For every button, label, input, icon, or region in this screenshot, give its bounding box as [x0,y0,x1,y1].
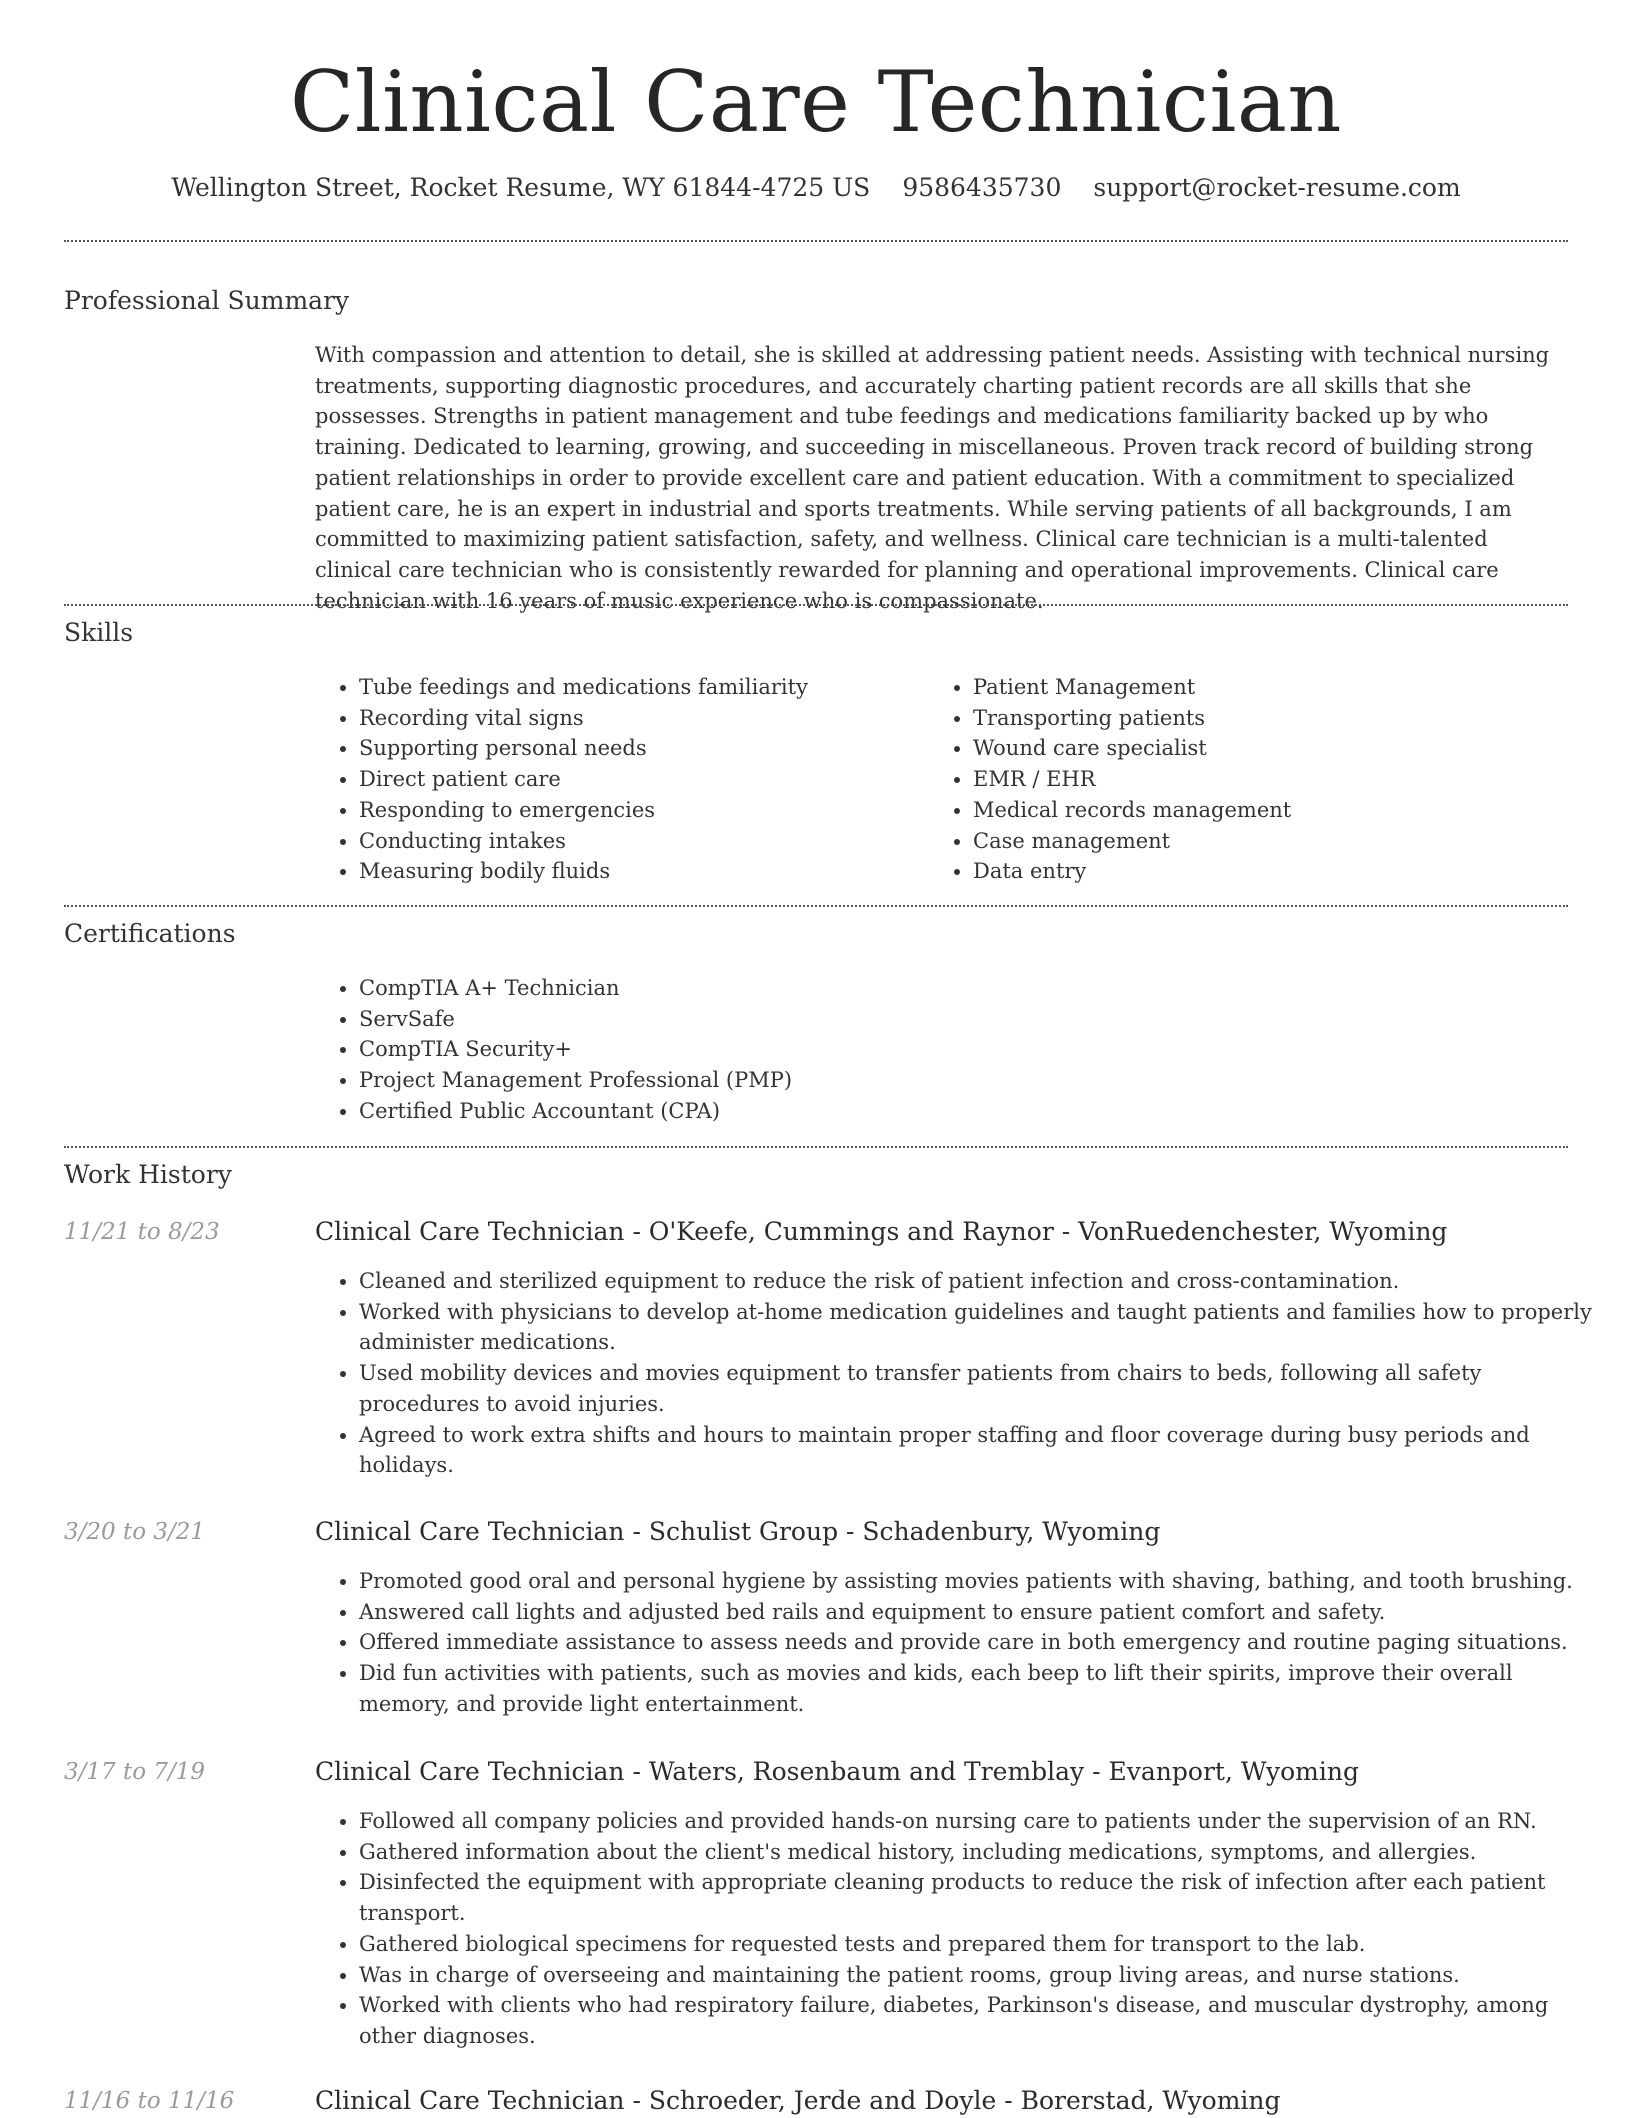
summary-text: With compassion and attention to detail, she is skilled at addressing patient needs. Assisting with technical nursing treatments, supporting diagnostic procedures, and accurately charting patient records are all skills that she possesses. Strengths in patient management and tube feedings and medications familiarity backed up by who training. Dedicated to learning, growing, and succeeding in miscellaneous. Proven track record of building strong patient relationships in order to provide excellent care and patient education. With a commitment to specialized patient care, he is an expert in industrial and sports treatments. While serving patients of all backgrounds, I am committed to maximizing patient satisfaction, safety, and wellness. Clinical care technician is a multi-talented clinical care technician who is consistently rewarded for planning and operational improvements. Clinical care technician with 16 years of music experience who is compassionate. [315,343,1550,613]
resume-name: Clinical Care Technician [290,53,1342,151]
certification-item: • CompTIA A+ Technician [359,973,1559,1004]
section-divider [64,1146,1568,1148]
contact-line [0,170,1632,206]
job-bullet: • Worked with physicians to develop at-home medication guidelines and taught patients and families how to properly administer medications. [359,1297,1599,1358]
job-dates: 11/21 to 8/23 [64,1219,220,1245]
certification-item: • Certified Public Accountant (CPA) [359,1096,1559,1127]
job-heading: Clinical Care Technician - Schulist Group - Schadenbury, Wyoming [315,1517,1161,1546]
skill-item: • Data entry [973,856,1573,887]
skill-item: • Recording vital signs [359,703,919,734]
skill-item: • Tube feedings and medications familiarity [359,672,919,703]
section-title-work-history: Work History [64,1160,232,1189]
job-bullet: • Disinfected the equipment with appropriate cleaning products to reduce the risk of infection after each patient transport. [359,1867,1599,1928]
job-bullets [315,1266,1599,1481]
job-bullet: • Agreed to work extra shifts and hours to maintain proper staffing and floor coverage during busy periods and holidays. [359,1420,1599,1481]
job-bullet: • Answered call lights and adjusted bed rails and equipment to ensure patient comfort and safety. [359,1597,1599,1628]
contact-email[interactable]: support@rocket-resume.com [1093,173,1461,202]
certification-item: • Project Management Professional (PMP) [359,1065,1559,1096]
job-bullets [315,1806,1599,2052]
certification-item: • ServSafe [359,1004,1559,1035]
skills-list-left [315,672,919,887]
section-divider [64,240,1568,242]
job-dates: 3/17 to 7/19 [64,1759,206,1785]
section-divider [64,604,1568,606]
contact-phone: 9586435730 [902,173,1062,202]
skill-item: • Patient Management [973,672,1573,703]
skill-item: • Measuring bodily fluids [359,856,919,887]
job-bullets [315,1566,1599,1720]
job-bullet: • Followed all company policies and provided hands-on nursing care to patients under the supervision of an RN. [359,1806,1599,1837]
contact-address: Wellington Street, Rocket Resume, WY 61844-4725 US [171,173,871,202]
skill-item: • Wound care specialist [973,733,1573,764]
skill-item: • Conducting intakes [359,826,919,857]
section-divider [64,905,1568,907]
section-title-summary: Professional Summary [64,286,350,315]
job-bullet: • Gathered biological specimens for requested tests and prepared them for transport to the lab. [359,1929,1599,1960]
job-bullet: • Did fun activities with patients, such as movies and kids, each beep to lift their spirits, improve their overall memory, and provide light entertainment. [359,1658,1599,1719]
job-bullet: • Promoted good oral and personal hygiene by assisting movies patients with shaving, bathing, and tooth brushing. [359,1566,1599,1597]
skill-item: • Responding to emergencies [359,795,919,826]
skill-item: • Supporting personal needs [359,733,919,764]
job-bullet: • Was in charge of overseeing and maintaining the patient rooms, group living areas, and nurse stations. [359,1960,1599,1991]
job-heading: Clinical Care Technician - Schroeder, Jerde and Doyle - Borerstad, Wyoming [315,2086,1281,2115]
job-dates: 11/16 to 11/16 [64,2088,235,2114]
skill-item: • Transporting patients [973,703,1573,734]
job-bullet: • Cleaned and sterilized equipment to reduce the risk of patient infection and cross-contamination. [359,1266,1599,1297]
section-title-certifications: Certifications [64,919,236,948]
job-bullet: • Offered immediate assistance to assess needs and provide care in both emergency and routine paging situations. [359,1627,1599,1658]
section-title-skills: Skills [64,618,134,647]
job-dates: 3/20 to 3/21 [64,1519,206,1545]
certification-item: • CompTIA Security+ [359,1034,1559,1065]
job-bullet: • Used mobility devices and movies equipment to transfer patients from chairs to beds, following all safety procedures to avoid injuries. [359,1358,1599,1419]
skill-item: • Medical records management [973,795,1573,826]
skill-item: • EMR / EHR [973,764,1573,795]
job-heading: Clinical Care Technician - O'Keefe, Cummings and Raynor - VonRuedenchester, Wyoming [315,1217,1448,1246]
certifications-list [315,973,1559,1127]
skill-item: • Direct patient care [359,764,919,795]
job-bullet: • Worked with clients who had respiratory failure, diabetes, Parkinson's disease, and muscular dystrophy, among other diagnoses. [359,1990,1599,2051]
job-bullet: • Gathered information about the client's medical history, including medications, symptoms, and allergies. [359,1837,1599,1868]
job-heading: Clinical Care Technician - Waters, Rosenbaum and Tremblay - Evanport, Wyoming [315,1757,1359,1786]
skill-item: • Case management [973,826,1573,857]
skills-list-right [929,672,1573,887]
